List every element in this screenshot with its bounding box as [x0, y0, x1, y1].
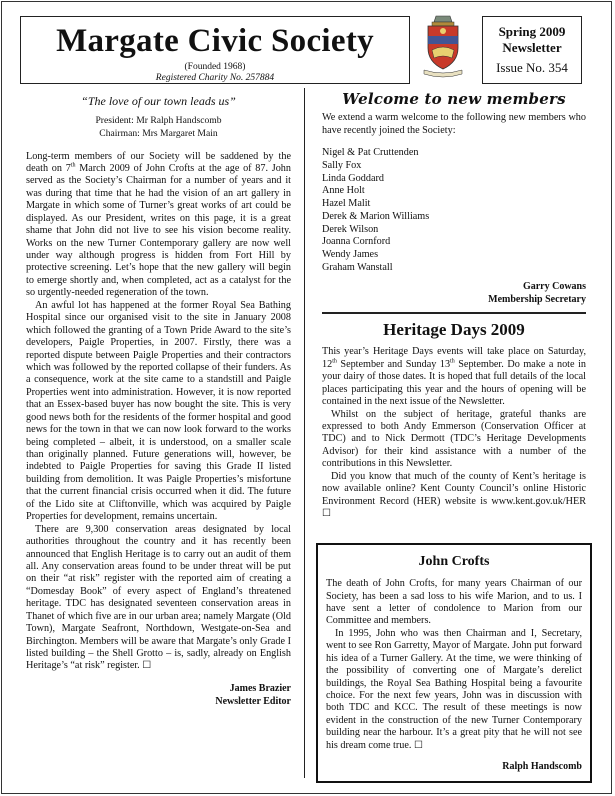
member-name: Nigel & Pat Cruttenden: [322, 147, 419, 159]
heritage-paragraph: This year’s Heritage Days events will take place on Saturday, 12th September and Sunday 13th September. Do make a note in your dairy of those dates. It is hoped that full details of the local places participating this year and the hours of opening will be contained in the next issue of the Newsletter.: [322, 346, 586, 408]
membership-signature-name: Garry Cowans: [522, 280, 586, 292]
issue-label: Newsletter: [502, 39, 562, 55]
member-name: Derek & Marion Williams: [322, 210, 430, 222]
crofts-heading: John Crofts: [418, 554, 490, 569]
editor-article: [26, 151, 291, 673]
issue-box: [482, 16, 582, 84]
member-name: Joanna Cornford: [322, 236, 391, 248]
right-column: [322, 88, 586, 521]
crofts-paragraph: The death of John Crofts, for many years Chairman of our Society, has been a sad loss to his wife Marion, and to us. I have sent a letter of condolence to Marion from our Committee and members.: [326, 578, 582, 627]
chairman-line: Chairman: Mrs Margaret Main: [99, 127, 218, 139]
column-divider: [304, 88, 305, 778]
member-name: Hazel Malit: [322, 198, 371, 210]
welcome-intro: We extend a warm welcome to the following new members who have recently joined the Society:: [322, 112, 586, 136]
member-name: Graham Wanstall: [322, 261, 393, 273]
society-motto: “The love of our town leads us”: [81, 94, 236, 108]
crofts-signature: Ralph Handscomb: [502, 761, 582, 773]
member-name: Sally Fox: [322, 159, 362, 171]
article-paragraph: An awful lot has happened at the former Royal Sea Bathing Hospital since our organised visit to the site in January 2008 which followed the granting of a Town Pride Award to the site’s developers, Paigle Properties, in 2007. Firstly, there was a reported dispute between Paigle Properties and their contractors which was followed by the reported collapse of their funders. As a consequence, work at the site came to a standstill and Paigle Properties went into administration. However, it is now reported that an Essex-based buyer has now bought the site. This is very good news both for the residents of the former hospital and good news for the town in that we can now look forward to the works being completed – albeit, it is understood, on a smaller scale than originally planned. Future generations will, however, be indebted to Paigle Properties for saving this Grade II listed building from demolition. It was Paigle Properties’s misfortune that the current financial crisis occurred when it did. The future of the Lido site at Cliftonville, which was acquired by Paigle Properties for development, remains uncertain.: [26, 299, 291, 523]
editor-signature-role: Newsletter Editor: [215, 695, 291, 707]
john-crofts-box: [316, 543, 592, 783]
new-members-list: [322, 147, 586, 275]
margate-crest-icon: [420, 14, 466, 80]
member-name: Anne Holt: [322, 185, 365, 197]
masthead-box: [20, 16, 410, 84]
newsletter-title: Margate Civic Society: [56, 23, 374, 59]
member-name: Linda Goddard: [322, 172, 384, 184]
founded-note: (Founded 1968): [184, 62, 246, 72]
heritage-article: [322, 346, 586, 520]
section-rule: [322, 312, 586, 314]
member-name: Wendy James: [322, 249, 379, 261]
heritage-paragraph: Whilst on the subject of heritage, grateful thanks are expressed to both Andy Emmerson (Conservation Officer at TDC) and to Nick Dermott (TDC’s Heritage Developments Advisor) for their kind assistance with a number of the contributions in this Newsletter.: [322, 408, 586, 470]
crofts-paragraph: In 1995, John who was then Chairman and I, Secretary, went to see Ron Garretty, Mayor of Margate. John put forward his idea of a Turner Gallery. At the time, we were thinking of the possibility of converting one of Margate’s derelict buildings, the Royal Sea Bathing Hospital being a favourite choice. For the next few years, John was in discussion with both TDC and KCC. The result of these meetings is now evident in the construction of the new Turner Contemporary building near the harbour. It’s a great pity that he will not see his dream come true. ☐: [326, 627, 582, 751]
left-column: [26, 94, 291, 708]
crofts-article: [326, 578, 582, 752]
article-paragraph: There are 9,300 conservation areas designated by local authorities throughout the country and it has recently been announced that English Heritage is to carry out an audit of them all. Any conservation areas found to be under threat will be put on their “at risk” register with the reported aim of creating a “Domesday Book” of every aspect of England’s threatened heritage. TDC has designated seventeen conservation areas in Thanet of which five are in our urban area; namely Margate (Old Town), Margate Seafront, Northdown, Westgate-on-Sea and Birchington. Members will be aware that Margate’s only Grade I listed building – the Shell Grotto – is, sadly, already on English Heritage’s “at risk” register. ☐: [26, 523, 291, 672]
editor-signature-name: James Brazier: [229, 682, 291, 694]
membership-signature-role: Membership Secretary: [488, 293, 586, 305]
president-line: President: Mr Ralph Handscomb: [95, 114, 222, 126]
charity-number: Registered Charity No. 257884: [155, 73, 275, 83]
issue-season: Spring 2009: [498, 24, 566, 39]
member-name: Derek Wilson: [322, 223, 379, 235]
issue-number: Issue No. 354: [496, 59, 568, 75]
article-paragraph: Long-term members of our Society will be saddened by the death on 7th March 2009 of John Crofts at the age of 87. John served as the Society’s Chairman for a number of years and it was during that time that he had the vision of an art gallery in Margate in which some of Turner’s great works of art could be displayed. As our President, writes on this page, it is a great shame that John did not live to see his vision become reality. Works on the new Turner Contemporary gallery are now well under way although progress is hidden from Fort Hill by protective screening. Let’s hope that the new gallery will begin to emerge shortly and, when completed, act as a catalyst for the so urgently-needed regeneration of the town.: [26, 150, 291, 299]
welcome-heading: Welcome to new members: [342, 90, 566, 108]
heritage-heading: Heritage Days 2009: [383, 319, 525, 339]
heritage-paragraph: Did you know that much of the county of Kent’s heritage is now available online? Kent County Council’s online Historic Environment Record (HER) website is www.kent.gov.uk/HER ☐: [322, 470, 586, 520]
